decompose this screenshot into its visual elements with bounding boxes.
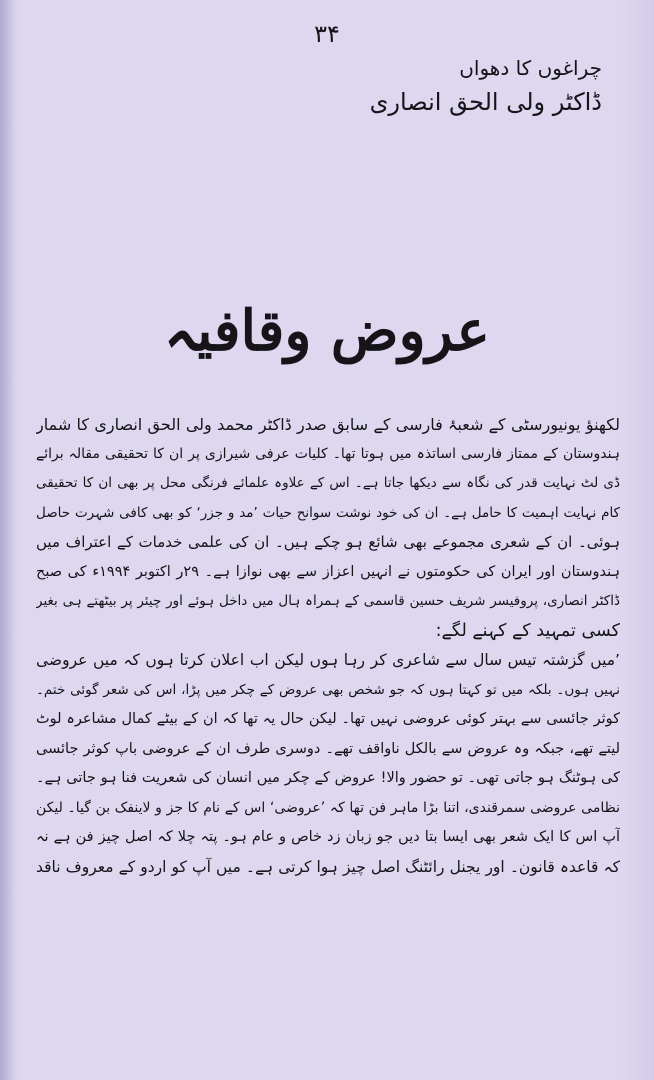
body-line: آپ اس کا ایک شعر بھی ایسا بتا دیں جو زبان زد خاص و عام ہو۔ پتہ چلا کہ اصل چیز فن ہے نہ (36, 829, 620, 845)
body-line: کی ہوٹنگ ہو جاتی تھی۔ تو حضور والا! عروض کے چکر میں انسان کی شعریت فنا ہو جاتی ہے۔ (36, 770, 620, 786)
body-line: لکھنؤ یونیورسٹی کے شعبۂ فارسی کے سابق صدر ڈاکٹر محمد ولی الحق انصاری کا شمار (36, 415, 620, 434)
page-number: ۳۴ (314, 20, 340, 48)
body-line: کسی تمہید کے کہنے لگے: (435, 620, 620, 641)
body-line: ڈی لٹ نہایت قدر کی نگاہ سے دیکھا جاتا ہے۔ اس کے علاوہ علمائے فرنگی محل پر بھی ان کا تحقیقی (36, 475, 620, 491)
page-gutter-shadow (0, 0, 16, 1080)
body-line: کام نہایت اہمیت کا حامل ہے۔ ان کی خود نوشت سوانح حیات ’مد و جزر‘ کو بھی کافی شہرت حاصل (36, 504, 620, 521)
body-line: ’میں گزشتہ تیس سال سے شاعری کر رہا ہوں لیکن اب اعلان کرتا ہوں کہ میں عروضی (36, 651, 620, 669)
body-line: نہیں ہوں۔ بلکہ میں تو کہتا ہوں کہ جو شخص بھی عروض کے چکر میں پڑا، اس کی شعر گوئی ختم۔ (36, 681, 620, 698)
book-title: چراغوں کا دھواں (459, 56, 602, 80)
body-line: کہ قاعدہ قانون۔ اور یجنل رائٹنگ اصل چیز ہوا کرتی ہے۔ میں آپ کو اردو کے معروف ناقد (36, 857, 620, 876)
body-line: لیتے تھے، جبکہ وہ عروض سے بالکل ناواقف تھے۔ دوسری طرف ان کے عروضی باپ کوثر جائسی (36, 740, 620, 757)
author-name: ڈاکٹر ولی الحق انصاری (369, 88, 602, 116)
body-line: کوثر جائسی سے بہتر کوئی عروضی نہیں تھا۔ لیکن حال یہ تھا کہ ان کے بیٹے کمال مشاعرہ لوٹ (36, 711, 620, 727)
body-line: ہوئی۔ ان کے شعری مجموعے بھی شائع ہو چکے ہیں۔ ان کی علمی خدمات کے اعتراف میں (36, 533, 620, 551)
body-line: نظامی عروضی سمرقندی، اتنا بڑا ماہر فن تھا کہ ’عروضی‘ اس کے نام کا جز و لاینفک بن گیا۔ لیکن (36, 799, 620, 816)
body-line: ہندوستان کے ممتاز فارسی اساتذہ میں ہوتا تھا۔ کلیات عرفی شیرازی پر ان کا تحقیقی مقالہ برائے (36, 445, 620, 462)
chapter-title: عروض وقافیہ (164, 298, 490, 364)
body-line: ڈاکٹر انصاری، پروفیسر شریف حسین قاسمی کے ہمراہ ہال میں داخل ہوئے اور چیئر پر بیٹھتے ہی بغیر (36, 593, 620, 609)
body-line: ہندوستان اور ایران کی حکومتوں نے انہیں اعزاز سے بھی نوازا ہے۔ ۲۹ر اکتوبر ۱۹۹۴ء کی صبح (36, 563, 620, 580)
body-text (36, 410, 620, 882)
